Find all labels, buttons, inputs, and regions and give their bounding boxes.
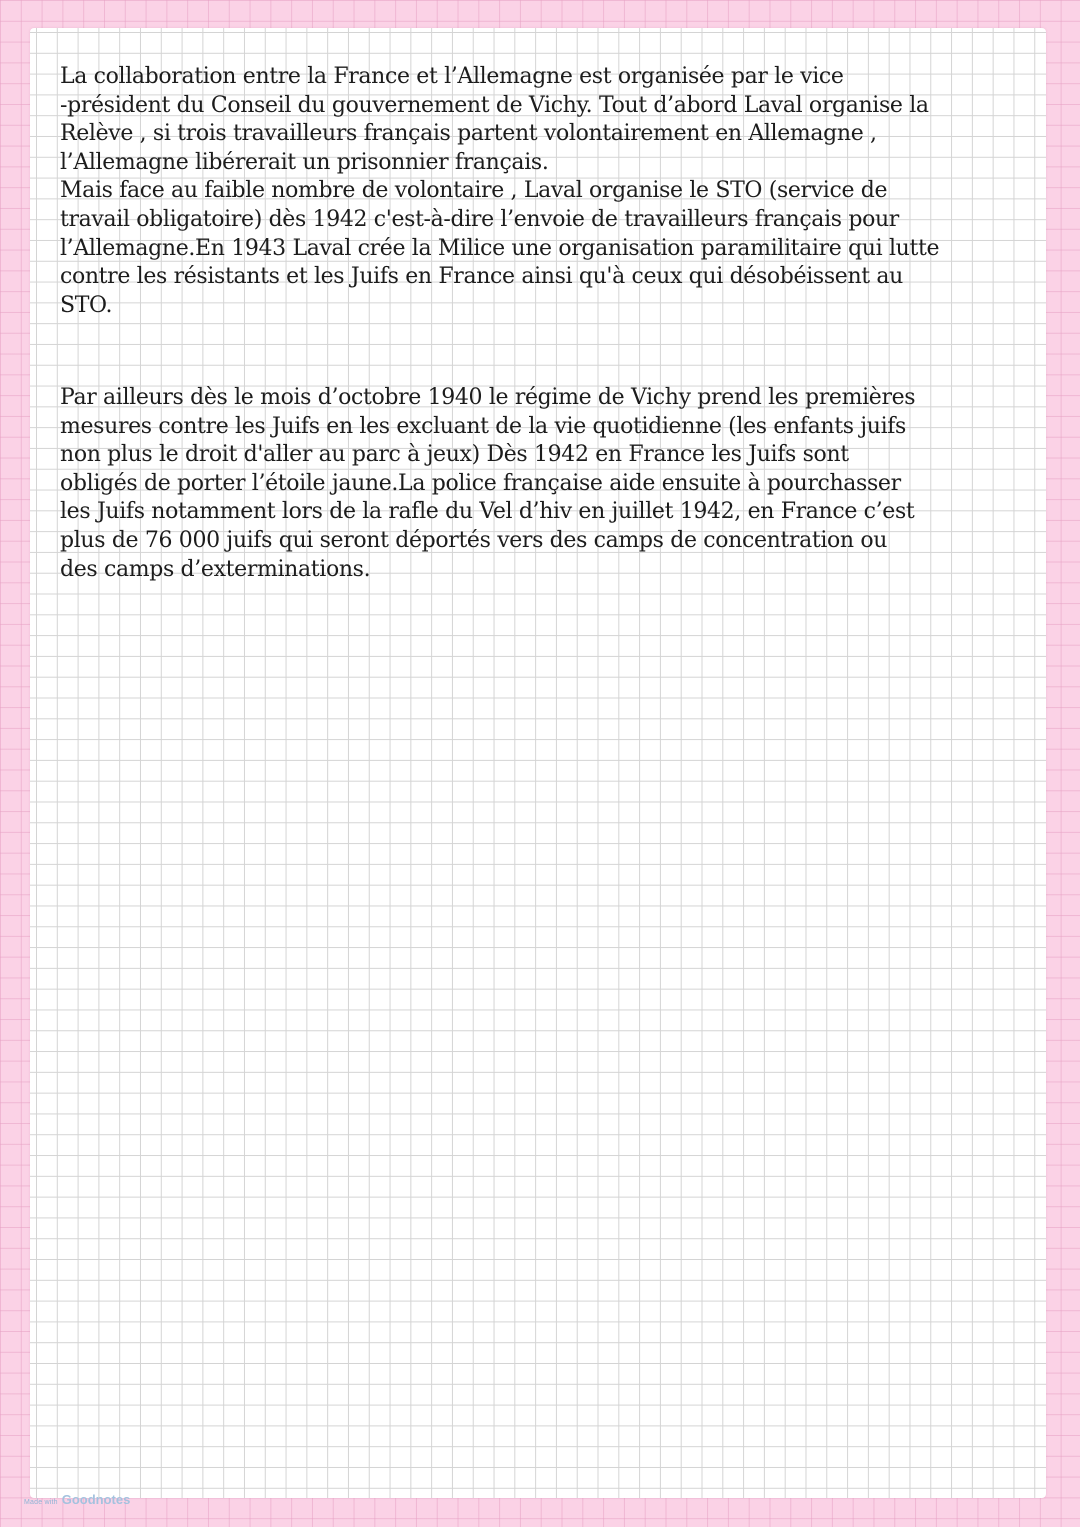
notebook-page	[30, 28, 1046, 1498]
goodnotes-watermark	[24, 1492, 130, 1507]
paragraph-collaboration: La collaboration entre la France et l’Allemagne est organisée par le vice -président du Conseil du gouvernement de Vichy. Tout d’abord Laval organise la Relève , si trois travailleurs français partent volontairement en Allemagne , l’Allemagne libérerait un prisonnier français. Mais face au faible nombre de volontaire , Laval organise le STO (service de travail obligatoire) dès 1942 c'est-à-dire l’envoie de travailleurs français pour l’Allemagne.En 1943 Laval crée la Milice une organisation paramilitaire qui lutte contre les résistants et les Juifs en France ainsi qu'à ceux qui désobéissent au STO.	[60, 64, 940, 318]
goodnotes-logo: Goodnotes	[61, 1492, 131, 1507]
made-with-label: Made with	[24, 1499, 58, 1506]
paragraph-persecution: Par ailleurs dès le mois d’octobre 1940 le régime de Vichy prend les premières mesures contre les Juifs en les excluant de la vie quotidienne (les enfants juifs non plus le droit d'aller au parc à jeux) Dès 1942 en France les Juifs sont obligés de porter l’étoile jaune.La police française aide ensuite à pourchasser les Juifs notamment lors de la rafle du Vel d’hiv en juillet 1942, en France c’est plus de 76 000 juifs qui seront déportés vers des camps de concentration ou des camps d’exterminations.	[60, 385, 916, 582]
